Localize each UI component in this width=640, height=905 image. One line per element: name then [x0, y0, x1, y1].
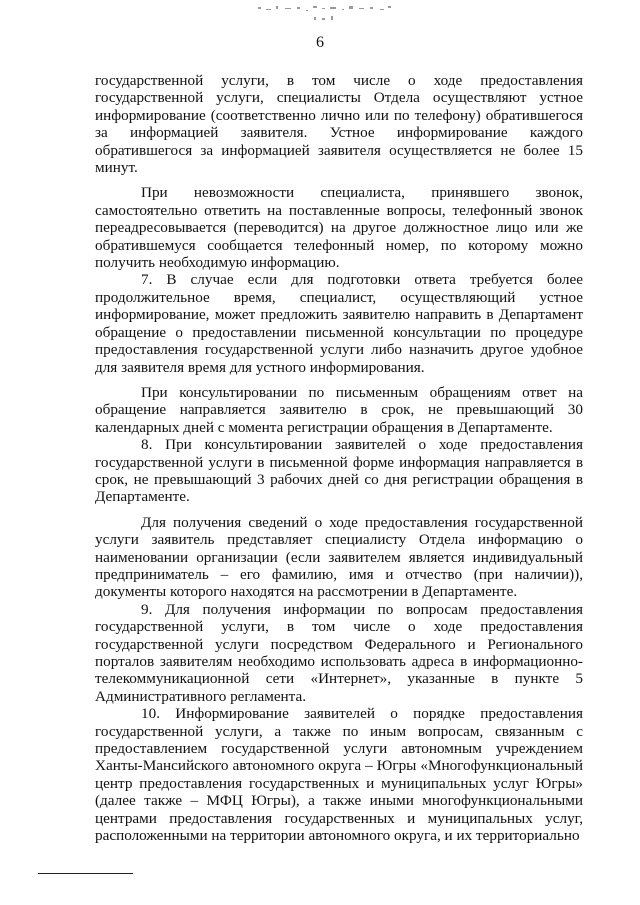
paragraph-item-7: 7. В случае если для подготовки ответа требуется более продолжительное время, специалист, осуществляющий устное информирование, может предложить заявителю направить в Департамент обращение о предоставлении письменной консультации по процедуре предоставления государственной услуги либо назначить другое удобное для заявителя время для устного информирования.	[95, 271, 583, 376]
scan-artifact	[252, 2, 402, 26]
document-body	[95, 72, 583, 844]
paragraph: Для получения сведений о ходе предоставления государственной услуги заявитель представляет специалисту Отдела информацию о наименовании организации (если заявителем является индивидуальный предприниматель – его фамилию, имя и отчество (при наличии)), документы которого находятся на рассмотрении в Департаменте.	[95, 513, 583, 601]
paragraph-continuation: государственной услуги, в том числе о ходе предоставления государственной услуги, специалисты Отдела осуществляют устное информирование (соответственно лично или по телефону) обратившегося за информацией заявителя. Устное информирование каждого обратившегося за информацией заявителя осуществляется не более 15 минут.	[95, 72, 583, 177]
paragraph: При консультировании по письменным обращениям ответ на обращение направляется заявителю в срок, не превышающий 30 календарных дней с момента регистрации обращения в Департаменте.	[95, 383, 583, 436]
footer-rule	[38, 873, 133, 874]
page-number: 6	[316, 34, 324, 51]
paragraph-item-10: 10. Информирование заявителей о порядке предоставления государственной услуги, а также по иным вопросам, связанным с предоставлением государственной услуги автономным учреждением Ханты-Мансийского автономного округа – Югры «Многофункциональный центр предоставления государственных и муниципальных услуг Югры» (далее также – МФЦ Югры), а также иными многофункциональными центрами предоставления государственных и муниципальных услуг, расположенными на территории автономного округа, и их территориально	[95, 705, 583, 845]
paragraph: При невозможности специалиста, принявшего звонок, самостоятельно ответить на поставленные вопросы, телефонный звонок переадресовывается (переводится) на другое должностное лицо или же обратившемуся сообщается телефонный номер, по которому можно получить необходимую информацию.	[95, 184, 583, 272]
paragraph-item-9: 9. Для получения информации по вопросам предоставления государственной услуги, в том числе о ходе предоставления государственной услуги посредством Федерального и Регионального порталов заявителям необходимо использовать адреса в информационно-телекоммуникационной сети «Интернет», указанные в пункте 5 Административного регламента.	[95, 600, 583, 705]
paragraph-item-8: 8. При консультировании заявителей о ходе предоставления государственной услуги в письменной форме информация направляется в срок, не превышающий 3 рабочих дней со дня регистрации обращения в Департаменте.	[95, 436, 583, 506]
